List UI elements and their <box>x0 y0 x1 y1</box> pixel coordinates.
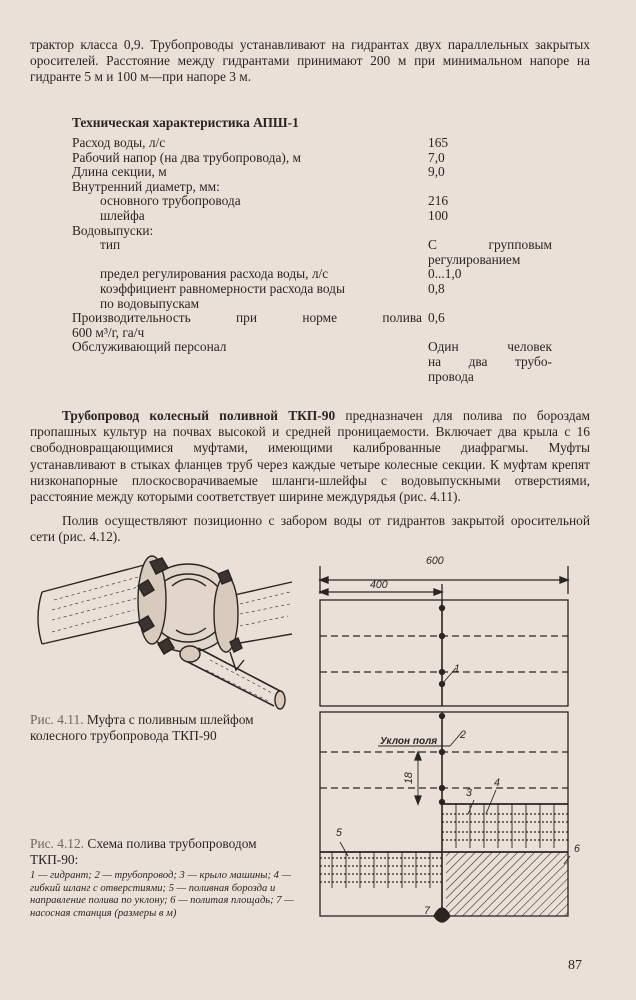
tkp-paragraph: Трубопровод колесный поливной ТКП-90 предназначен для полива по бороздам пропашных культур на почвах высокой и средней проницаемости. Включает два крыла с 16 свободновращающимися муфтами, имеющими калиброванные диафрагмы. Муфты устанавливают в стыках фланцев труб через каждые четыре колесные секции. К муфтам крепят низконапорные плоскосворачиваемые шланги-шлейфы с водовыпускными отверстиями, расстояние между которыми соответствует ширине междурядья (рис. 4.11). <box>30 408 591 505</box>
spec-row: основного трубопровода 216 <box>100 193 449 209</box>
spec-table <box>72 136 552 384</box>
spec-row: тип С групповым <box>100 237 552 253</box>
dim-total-label: 600 <box>426 555 444 567</box>
figure-4-12-scheme <box>300 552 600 932</box>
tkp-paragraph-2: Полив осуществляют позиционно с забором воды от гидрантов закрытой оросительной сети (рис. 4.12). <box>30 513 590 545</box>
label-7: 7 <box>424 905 430 917</box>
spec-title: Техническая характеристика АПШ-1 <box>72 115 299 130</box>
figure-4-12-caption: Рис. 4.12. Схема полива трубопроводом ТКП-90: <box>30 836 257 867</box>
label-1: 1 <box>454 663 460 675</box>
spec-row: Рабочий напор (на два трубопровода), м 7,0 <box>72 149 445 165</box>
label-3: 3 <box>466 787 472 799</box>
intro-paragraph: трактор класса 0,9. Трубопроводы устанавливают на гидрантах двух параллельных закрытых оросителей. Расстояние между гидрантами принимают 200 м при минимальном напоре на гидранте 5 м и 100 м—при напоре 3 м. <box>30 37 590 85</box>
label-6: 6 <box>574 843 580 855</box>
spec-row: Расход воды, л/с 165 <box>72 135 449 150</box>
spec-row: регулированием <box>428 251 521 267</box>
spec-row: шлейфа 100 <box>100 207 449 223</box>
page-number: 87 <box>568 958 582 973</box>
spec-row: Водовыпуски: <box>72 222 154 238</box>
spec-row: Внутренний диаметр, мм: <box>72 178 220 194</box>
label-2: 2 <box>460 729 466 741</box>
spec-row: провода <box>428 368 474 384</box>
tkp-heading: Трубопровод колесный поливной ТКП-90 <box>62 408 336 423</box>
spec-row: по водовыпускам <box>100 295 200 311</box>
figure-4-12-legend: 1 — гидрант; 2 — трубопровод; 3 — крыло машины; 4 — гибкий шланг с отверстиями; 5 — поливная борозда и направление полива по уклону; 6 — политая площадь; 7 — насосная станция (размеры в м) <box>30 870 294 919</box>
label-4: 4 <box>494 777 500 789</box>
slope-label: Уклон поля <box>380 736 438 747</box>
label-5: 5 <box>336 827 342 839</box>
figure-4-11-coupling <box>30 552 300 710</box>
spec-row: на два трубо- <box>428 353 552 369</box>
dim-18-label: 18 <box>403 772 415 784</box>
spec-row: предел регулирования расхода воды, л/с 0...1,0 <box>100 266 462 282</box>
spec-row: Обслуживающий персонал Один человек <box>72 339 552 355</box>
spec-row: коэффициент равномерности расхода воды 0,8 <box>100 280 445 296</box>
spec-row: Производительность при норме полива 0,6 <box>72 310 445 326</box>
dim-part-label: 400 <box>370 579 388 591</box>
figure-4-11-caption: Рис. 4.11. Муфта с поливным шлейфом колесного трубопровода ТКП-90 <box>30 712 254 743</box>
spec-row: 600 м³/г, га/ч <box>72 324 145 340</box>
spec-row: Длина секции, м 9,0 <box>72 164 445 180</box>
